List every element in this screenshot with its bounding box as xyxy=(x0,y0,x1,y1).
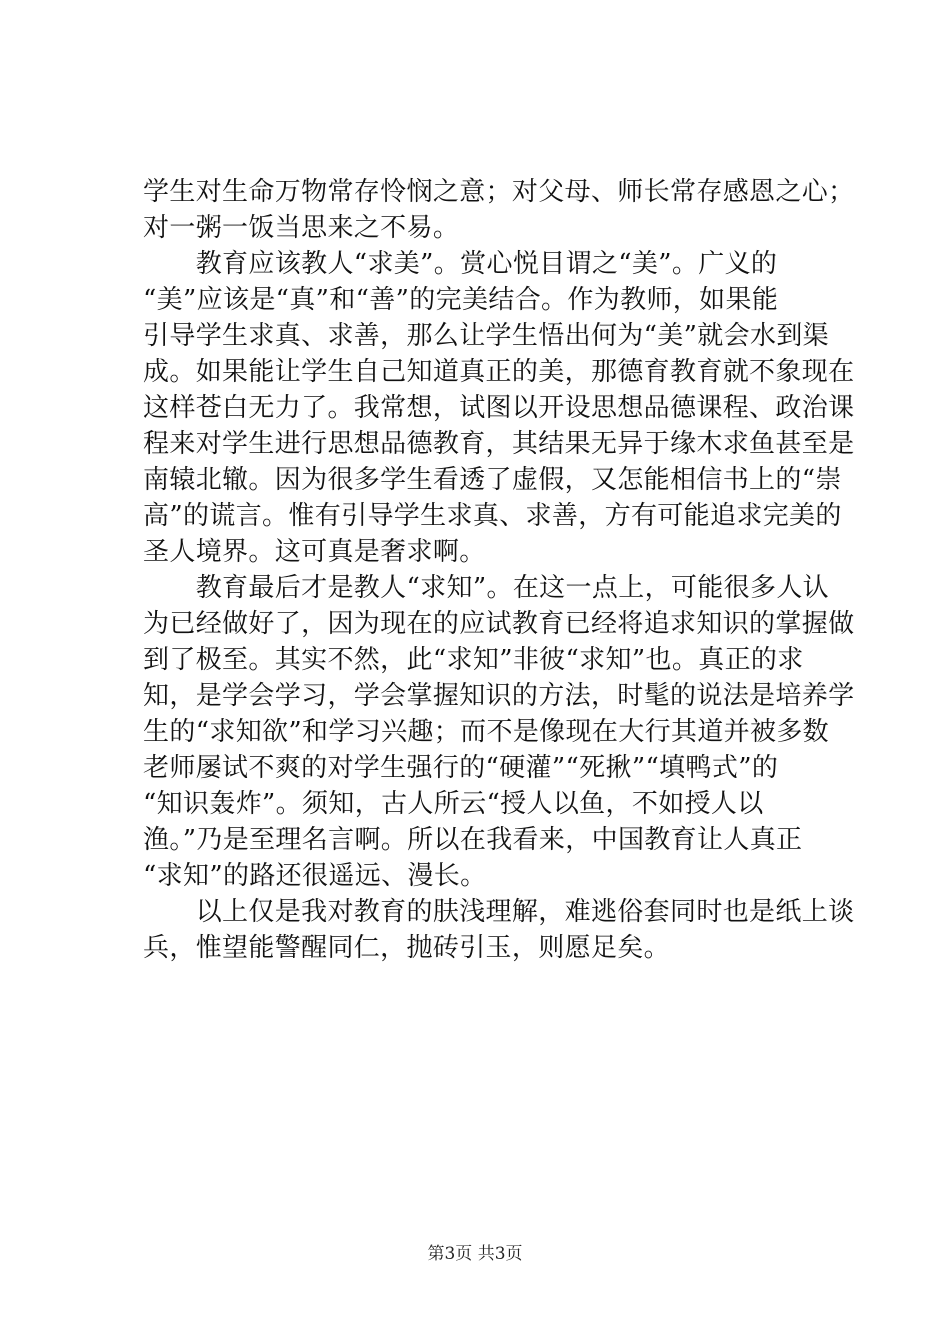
text-line: 教育最后才是教人“求知”。在这一点上，可能很多人认 xyxy=(143,573,830,603)
text-line: 程来对学生进行思想品德教育，其结果无异于缘木求鱼甚至是 xyxy=(143,429,855,459)
text-line: 成。如果能让学生自己知道真正的美，那德育教育就不象现在 xyxy=(143,357,855,387)
text-line: 以上仅是我对教育的肤浅理解，难逃俗套同时也是纸上谈 xyxy=(143,897,855,927)
text-line: “求知”的路还很遥远、漫长。 xyxy=(143,861,487,891)
page-footer: 第3页 共3页 xyxy=(427,1244,523,1264)
text-line: 南辕北辙。因为很多学生看透了虚假，又怎能相信书上的“崇 xyxy=(143,465,842,495)
text-line: 圣人境界。这可真是奢求啊。 xyxy=(143,537,486,567)
text-line: 生的“求知欲”和学习兴趣；而不是像现在大行其道并被多数 xyxy=(143,717,830,747)
text-line: 高”的谎言。惟有引导学生求真、求善，方有可能追求完美的 xyxy=(143,501,842,531)
text-line: 对一粥一饭当思来之不易。 xyxy=(143,213,460,243)
text-line: 知，是学会学习，学会掌握知识的方法，时髦的说法是培养学 xyxy=(143,681,855,711)
text-line: 渔。”乃是至理名言啊。所以在我看来，中国教育让人真正 xyxy=(143,825,803,855)
text-line: 这样苍白无力了。我常想，试图以开设思想品德课程、政治课 xyxy=(143,393,855,423)
body-text xyxy=(143,174,855,966)
text-line: 学生对生命万物常存怜悯之意；对父母、师长常存感恩之心； xyxy=(143,177,855,207)
text-line: 为已经做好了，因为现在的应试教育已经将追求知识的掌握做 xyxy=(143,609,855,639)
text-line: 兵，惟望能警醒同仁，抛砖引玉，则愿足矣。 xyxy=(143,933,671,963)
text-line: 教育应该教人“求美”。赏心悦目谓之“美”。广义的 xyxy=(143,249,778,279)
text-line: 引导学生求真、求善，那么让学生悟出何为“美”就会水到渠 xyxy=(143,321,830,351)
text-line: 老师屡试不爽的对学生强行的“硬灌”“死揪”“填鸭式”的 xyxy=(143,753,779,783)
text-line: 到了极至。其实不然，此“求知”非彼“求知”也。真正的求 xyxy=(143,645,804,675)
text-line: “知识轰炸”。须知，古人所云“授人以鱼，不如授人以 xyxy=(143,789,764,819)
text-line: “美”应该是“真”和“善”的完美结合。作为教师，如果能 xyxy=(143,285,779,315)
